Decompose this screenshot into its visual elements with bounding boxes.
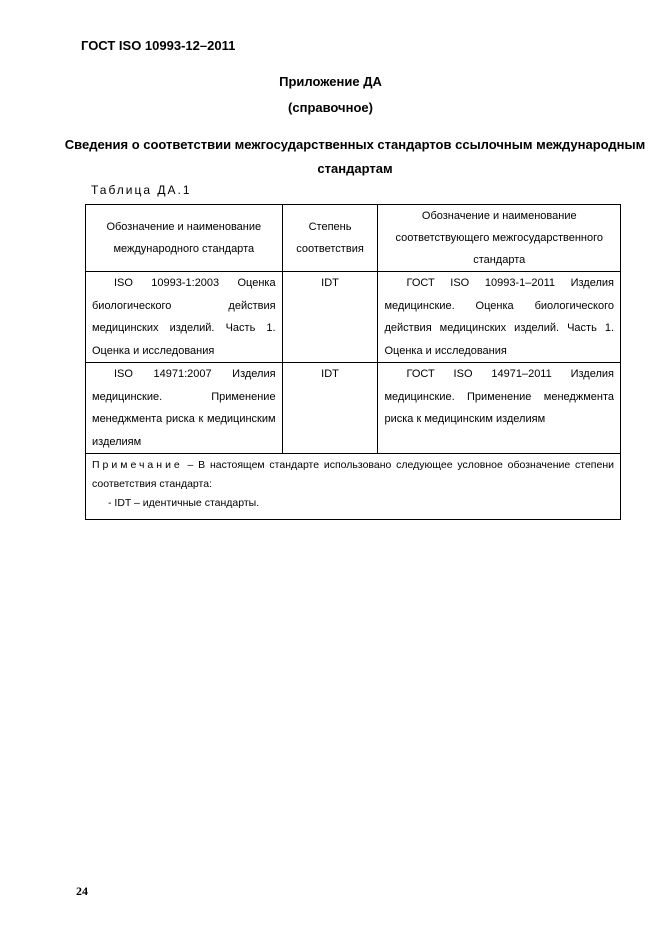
cell-degree: IDT — [282, 363, 378, 454]
cell-interstate: ГОСТ ISO 14971–2011 Изделия медицинские. Применение менеджмента риска к медицинским изделиям — [378, 363, 621, 454]
header-international: Обозначение и наименование международного стандарта — [86, 205, 283, 272]
cell-international: ISO 14971:2007 Изделия медицинские. Применение менеджмента риска к медицинским изделиям — [86, 363, 283, 454]
appendix-title: Приложение ДА — [279, 74, 382, 89]
section-title: Сведения о соответствии межгосударственных стандартов ссылочным международным стандартам — [64, 137, 646, 176]
cell-international: ISO 10993-1:2003 Оценка биологического действия медицинских изделий. Часть 1. Оценка и исследования — [86, 272, 283, 363]
table-caption: Таблица ДА.1 — [91, 183, 192, 197]
page-number: 24 — [76, 884, 88, 898]
appendix-heading — [0, 69, 661, 121]
cell-degree: IDT — [282, 272, 378, 363]
header-interstate: Обозначение и наименование соответствующего межгосударственного стандарта — [378, 205, 621, 272]
table-header-row — [86, 205, 621, 272]
cell-interstate: ГОСТ ISO 10993-1–2011 Изделия медицинские. Оценка биологического действия медицинских изделий. Часть 1. Оценка и исследования — [378, 272, 621, 363]
appendix-subtitle: (справочное) — [288, 100, 373, 115]
header-degree: Степень соответствия — [282, 205, 378, 272]
note-item: - IDT – идентичные стандарты. — [108, 497, 260, 509]
table-row — [86, 272, 621, 363]
table-note-row — [86, 454, 621, 520]
note-text: – В настоящем стандарте использовано следующее условное обозначение степени соответствия стандарта: — [92, 459, 614, 490]
correspondence-table — [85, 204, 621, 520]
table-row — [86, 363, 621, 454]
table-note — [86, 454, 621, 520]
note-label: Примечание — [92, 459, 183, 471]
document-header: ГОСТ ISO 10993-12–2011 — [81, 38, 236, 53]
